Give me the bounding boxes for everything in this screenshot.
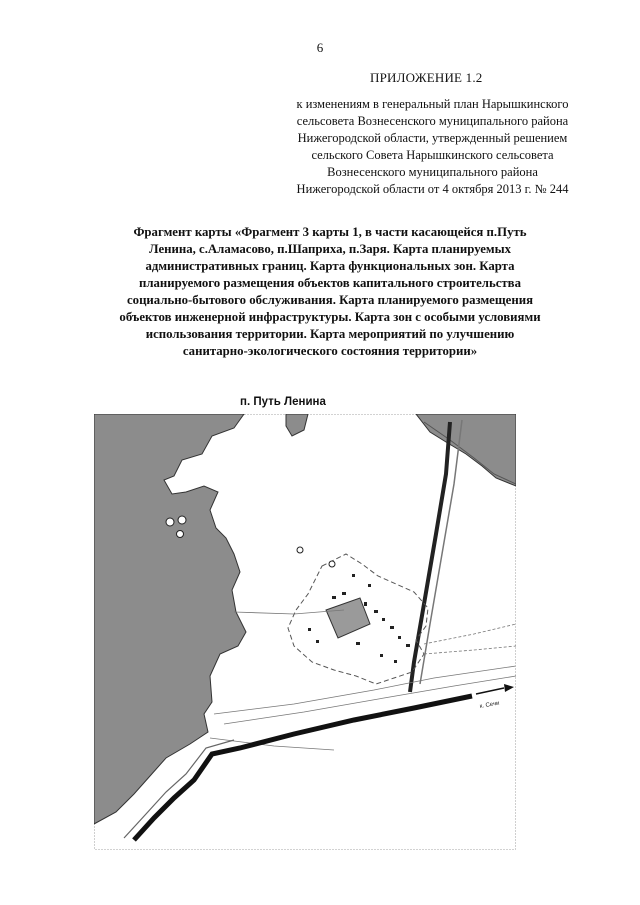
page-number: 6 [316,40,324,55]
caption-line: Ленина, с.Аламасово, п.Шаприха, п.Заря. Карта планируемых [149,242,511,256]
map-caption [85,224,575,360]
map-image [94,414,516,850]
appendix-note-line: Вознесенского муниципального района [327,165,538,179]
caption-line: объектов инженерной инфраструктуры. Карта зон с особыми условиями [119,310,541,324]
caption-line: Фрагмент карты «Фрагмент 3 карты 1, в части касающейся п.Путь [133,225,527,239]
caption-line: административных границ. Карта функциональных зон. Карта [145,259,515,273]
map-title: п. Путь Ленина [240,396,326,408]
caption-line: использования территории. Карта мероприятий по улучшению [145,327,515,341]
map-svg [94,414,516,850]
appendix-note-line: Нижегородской области, утвержденный решением [297,131,568,145]
appendix-note [260,96,605,198]
caption-line: социально-бытового обслуживания. Карта планируемого размещения [126,293,534,307]
caption-line: планируемого размещения объектов капитального строительства [138,276,521,290]
appendix-note-line: сельсовета Вознесенского муниципального района [296,114,569,128]
appendix-note-line: Нижегородской области от 4 октября 2013 г. № 244 [296,182,569,196]
appendix-note-line: сельского Совета Нарышкинского сельсовета [311,148,554,162]
appendix-title: ПРИЛОЖЕНИЕ 1.2 [370,70,483,85]
road-label: к. Сечи [479,700,500,710]
caption-line: санитарно-экологического состояния территории» [182,344,478,358]
appendix-note-line: к изменениям в генеральный план Нарышкинского [296,97,569,111]
